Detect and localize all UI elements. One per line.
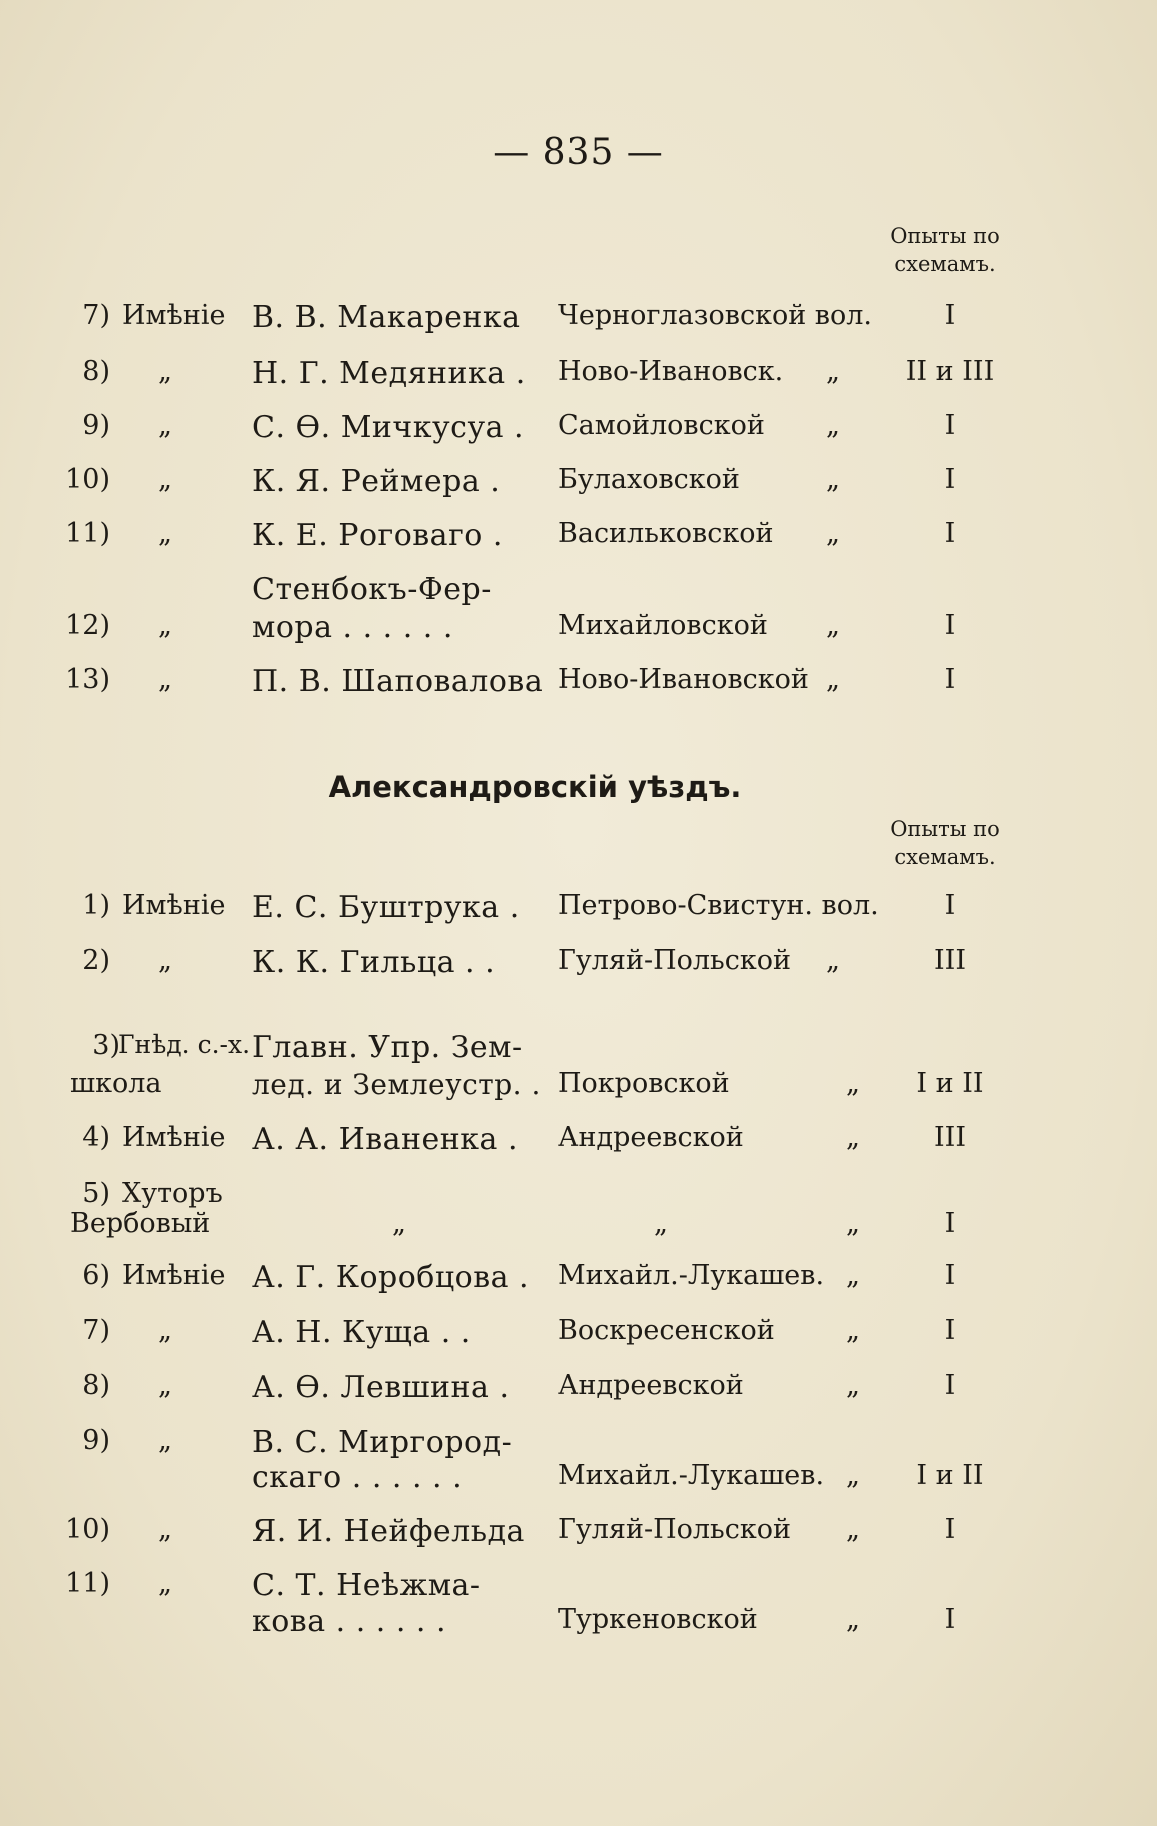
row-number: 10) — [65, 1514, 110, 1545]
schemes: I — [944, 664, 956, 695]
volost: Самойловской — [558, 410, 765, 441]
owner-name: Е. С. Буштрука . — [252, 890, 520, 925]
estate-type-line2: Вербовый — [70, 1208, 211, 1239]
estate-type: „ — [158, 518, 172, 549]
schemes: I — [944, 610, 956, 641]
schemes: I — [944, 1604, 956, 1635]
row-number: 8) — [82, 356, 110, 387]
ditto-mark: „ — [826, 664, 840, 695]
estate-type: „ — [158, 356, 172, 387]
schemes: I — [944, 1208, 956, 1239]
estate-type: „ — [158, 1425, 172, 1456]
owner-name: Я. И. Нейфельда — [252, 1514, 525, 1549]
schemes: I — [944, 1370, 956, 1401]
schemes: I — [944, 1514, 956, 1545]
estate-type: „ — [158, 1315, 172, 1346]
estate-type: „ — [158, 1568, 172, 1599]
owner-name: П. В. Шаповалова — [252, 664, 544, 699]
schemes: III — [934, 1122, 966, 1153]
owner-name-line1: В. С. Миргород- — [252, 1425, 513, 1460]
owner-name: С. Ѳ. Мичкусуа . — [252, 410, 525, 445]
owner-name: К. К. Гильца . . — [252, 945, 496, 980]
row-number: 2) — [82, 945, 110, 976]
schemes: I — [944, 464, 956, 495]
ditto-mark: „ — [846, 1514, 860, 1545]
schemes: I — [944, 1315, 956, 1346]
volost: Гуляй-Польской — [558, 1514, 791, 1545]
volost: Михайл.-Лукашев. — [558, 1460, 825, 1491]
schemes: I — [944, 1260, 956, 1291]
schemes-column-header-2: Опыты по схемамъ. — [890, 817, 1000, 869]
volost: Ново-Ивановской — [558, 664, 809, 695]
ditto-mark: „ — [846, 1260, 860, 1291]
owner-name: мора . . . . . . — [252, 610, 453, 645]
owner-name: В. В. Макаренка — [252, 300, 521, 335]
row-number: 6) — [82, 1260, 110, 1291]
owner-name: скаго . . . . . . — [252, 1460, 463, 1495]
schemes: I — [944, 300, 956, 331]
row-number: 8) — [82, 1370, 110, 1401]
volost: Васильковской — [558, 518, 774, 549]
estate-type: Имѣніе — [122, 1122, 226, 1153]
estate-type: „ — [158, 464, 172, 495]
estate-type: Гнѣд. с.-х. — [118, 1030, 251, 1059]
ditto-mark: „ — [826, 464, 840, 495]
schemes: I и II — [916, 1460, 984, 1491]
ditto-mark: „ — [846, 1208, 860, 1239]
schemes: I — [944, 518, 956, 549]
owner-name: Н. Г. Медяника . — [252, 356, 526, 391]
ditto-mark: „ — [846, 1315, 860, 1346]
section-title: Александровскій уѣздъ. — [328, 770, 742, 804]
volost: Черноглазовской вол. — [558, 300, 872, 331]
owner-name: А. А. Иваненка . — [252, 1122, 518, 1157]
volost: Петрово-Свистун. вол. — [558, 890, 879, 921]
owner-name-line1: С. Т. Неѣжма- — [252, 1568, 481, 1603]
volost: Андреевской — [558, 1122, 744, 1153]
ditto-mark: „ — [846, 1068, 860, 1099]
ditto-mark: „ — [826, 518, 840, 549]
owner-name: А. Г. Коробцова . — [252, 1260, 530, 1295]
ditto-mark: „ — [846, 1460, 860, 1491]
owner-name-line1: Главн. Упр. Зем- — [252, 1030, 523, 1065]
estate-type: „ — [158, 610, 172, 641]
owner-name: А. Н. Куща . . — [252, 1315, 471, 1350]
schemes: I и II — [916, 1068, 984, 1099]
volost: Покровской — [558, 1068, 730, 1099]
row-number: 1) — [82, 890, 110, 921]
estate-type: „ — [158, 410, 172, 441]
owner-name: К. Е. Роговаго . — [252, 518, 503, 553]
row-number: 12) — [65, 610, 110, 641]
ditto-mark: „ — [826, 610, 840, 641]
document-page: — 835 — Опыты по схемамъ. 7) Имѣніе В. В. Макаренка Черноглазовской вол. I 8) „ Н. Г. Медяника . Ново-Ивановск. „ II и III 9) „ С. Ѳ. Мичкусуа . Самойловской „ I 10) „ К. Я. Реймера . Булаховской „ I 11) „ К. Е. Роговаго . Васильковской „ I Стенбокъ-Фер- 12) „ мора . . . . . . Михайловской „ I 13) „ П. В. Шаповалова Ново-Ивановской „ I Александровскій уѣздъ. Опыты по схемамъ. 1) Имѣніе Е. С. Буштрука . Петрово-Свистун. вол. I 2) „ К. К. Гильца . . Гуляй-Польской „ III 3) Гнѣд. с.-х. Главн. Упр. Зем- школа лед. и Землеустр. . Покровской „ I и II 4) Имѣніе А. А. Иваненка . Андреевской „ III 5) Хуторъ Вербовый „ „ „ I 6) Имѣніе А. Г. Коробцова . Михайл.-Лукашев. „ I 7) „ А. Н. Куща . . Воскресенской „ I 8) „ А. Ѳ. Левшина . Андреевской „ I 9) „ В. С. Миргород- скаго . . . . . . Михайл.-Лукашев. „ I и II 10) „ Я. И. Нейфельда Гуляй-Польской „ I 11) „ С. Т. Неѣжма- кова . . . . . . Туркеновской „ I — [0, 0, 1157, 1826]
schemes: II и III — [905, 356, 995, 387]
volost: Булаховской — [558, 464, 740, 495]
row-number: 10) — [65, 464, 110, 495]
page-number: — 835 — — [493, 132, 664, 173]
ditto-mark: „ — [826, 945, 840, 976]
ditto-mark: „ — [846, 1122, 860, 1153]
owner-name: К. Я. Реймера . — [252, 464, 501, 499]
row-number: 9) — [82, 410, 110, 441]
volost: Ново-Ивановск. — [558, 356, 784, 387]
row-number: 3) — [92, 1030, 120, 1061]
row-number: 13) — [65, 664, 110, 695]
owner-name: А. Ѳ. Левшина . — [252, 1370, 510, 1405]
estate-type: Имѣніе — [122, 300, 226, 331]
volost: Андреевской — [558, 1370, 744, 1401]
volost: Михайловской — [558, 610, 768, 641]
row-number: 5) — [82, 1178, 110, 1209]
estate-type: Хуторъ — [122, 1178, 223, 1209]
ditto-mark: „ — [826, 356, 840, 387]
ditto-mark: „ — [654, 1208, 668, 1239]
row-number: 4) — [82, 1122, 110, 1153]
row-number: 7) — [82, 1315, 110, 1346]
volost: Гуляй-Польской — [558, 945, 791, 976]
estate-type: „ — [158, 664, 172, 695]
schemes: I — [944, 410, 956, 441]
estate-type: Имѣніе — [122, 1260, 226, 1291]
owner-name: лед. и Землеустр. . — [252, 1068, 541, 1101]
ditto-mark: „ — [392, 1208, 406, 1239]
volost: Михайл.-Лукашев. — [558, 1260, 825, 1291]
ditto-mark: „ — [846, 1604, 860, 1635]
volost: Туркеновской — [558, 1604, 758, 1635]
row-number: 9) — [82, 1425, 110, 1456]
ditto-mark: „ — [826, 410, 840, 441]
row-number: 7) — [82, 300, 110, 331]
schemes-column-header-1: Опыты по схемамъ. — [890, 224, 1000, 276]
schemes: I — [944, 890, 956, 921]
row-number: 11) — [65, 1568, 110, 1599]
owner-name: кова . . . . . . — [252, 1604, 447, 1639]
schemes: III — [934, 945, 966, 976]
estate-type-line2: школа — [70, 1068, 162, 1099]
row-number: 11) — [65, 518, 110, 549]
estate-type: „ — [158, 1370, 172, 1401]
estate-type: „ — [158, 1514, 172, 1545]
estate-type: Имѣніе — [122, 890, 226, 921]
estate-type: „ — [158, 945, 172, 976]
volost: Воскресенской — [558, 1315, 775, 1346]
ditto-mark: „ — [846, 1370, 860, 1401]
